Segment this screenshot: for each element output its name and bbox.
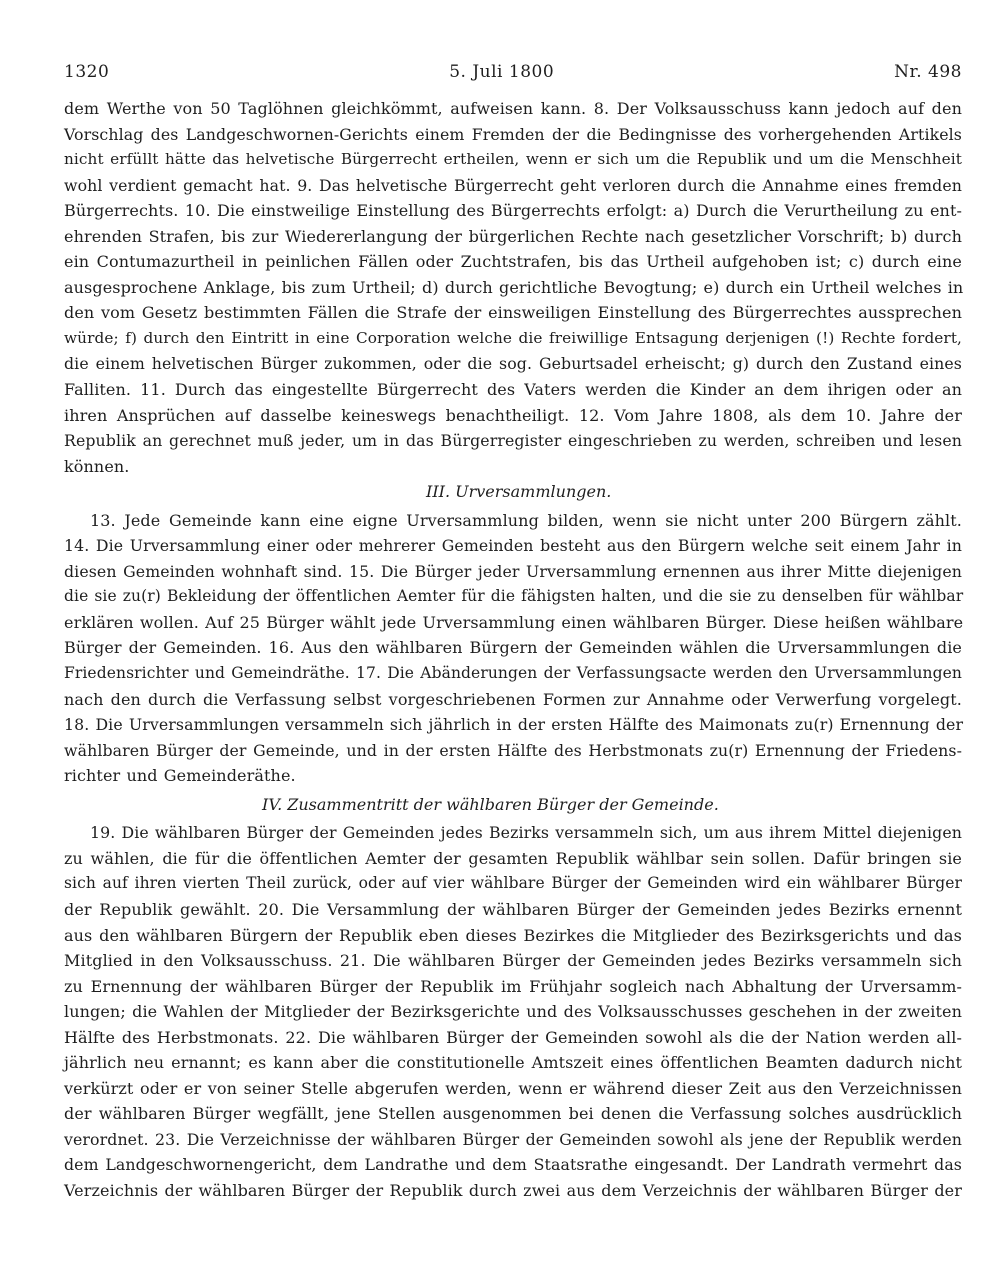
section-heading-zusammentritt: IV. Zusammentritt der wählbaren Bürger der Gemeinde. — [262, 794, 719, 814]
page-number: 1320 — [64, 62, 110, 82]
text-line: Vorschlag des Landgeschwornen-Gerichts einem Fremden der die Bedingnisse des vorhergehenden Artikels — [64, 124, 962, 144]
paragraph-articles-8-12 — [64, 96, 962, 479]
text-line: Bürger der Gemeinden. 16. Aus den wählbaren Bürgern der Gemeinden wählen die Urversammlungen die — [64, 638, 962, 658]
text-line: ein Contumazurtheil in peinlichen Fällen oder Zuchtstrafen, bis das Urtheil aufgehoben ist; c) durch eine — [64, 252, 962, 272]
text-line: die einem helvetischen Bürger zukommen, oder die sog. Geburtsadel erheischt; g) durch den Zustand eines — [64, 354, 962, 374]
text-line: Falliten. 11. Durch das eingestellte Bürgerrecht des Vaters werden die Kinder an dem ihrigen oder an — [64, 380, 962, 400]
text-line: erklären wollen. Auf 25 Bürger wählt jede Urversammlung einen wählbaren Bürger. Diese heißen wählbare — [64, 612, 964, 632]
text-line: den vom Gesetz bestimmten Fällen die Strafe der einsweiligen Einstellung des Bürgerrechtes aussprechen — [64, 303, 962, 323]
header-date: 5. Juli 1800 — [449, 62, 555, 82]
text-line: der Republik gewählt. 20. Die Versammlung der wählbaren Bürger der Gemeinden jedes Bezirks ernennt — [64, 899, 962, 919]
text-line: können. — [64, 456, 130, 476]
text-line: wählbaren Bürger der Gemeinde, und in der ersten Hälfte des Herbstmonats zu(r) Ernennung der Friedens- — [64, 740, 962, 760]
text-line: ihren Ansprüchen auf dasselbe keineswegs benachtheiligt. 12. Vom Jahre 1808, als dem 10. Jahre der — [64, 405, 962, 425]
text-line: Mitglied in den Volksausschuss. 21. Die wählbaren Bürger der Gemeinden jedes Bezirks versammeln sich — [64, 951, 962, 971]
text-line: jährlich neu ernannt; es kann aber die constitutionelle Amtszeit eines öffentlichen Beamten dadurch nicht — [64, 1053, 962, 1073]
text-line: richter und Gemeinderäthe. — [64, 766, 296, 786]
text-line: dem Landgeschwornengericht, dem Landrathe und dem Staatsrathe eingesandt. Der Landrath vermehrt das — [64, 1155, 962, 1175]
section-heading-urversammlungen: III. Urversammlungen. — [426, 482, 612, 502]
text-line: der wählbaren Bürger wegfällt, jene Stellen ausgenommen bei denen die Verfassung solches ausdrücklich — [64, 1104, 962, 1124]
running-header — [64, 62, 962, 82]
text-line: Bürgerrechts. 10. Die einstweilige Einstellung des Bürgerrechts erfolgt: a) Durch die Verurtheilung zu ent- — [64, 201, 962, 221]
text-line: ausgesprochene Anklage, bis zum Urtheil; d) durch gerichtliche Bevogtung; e) durch ein Urtheil welches in — [64, 277, 964, 297]
text-line: würde; f) durch den Eintritt in eine Corporation welche die freiwillige Entsagung derjenigen (!) Rechte fordert, — [64, 328, 962, 347]
text-line: ehrenden Strafen, bis zur Wiedererlangung der bürgerlichen Rechte nach gesetzlicher Vorschrift; b) durch — [64, 226, 962, 246]
text-line: diesen Gemeinden wohnhaft sind. 15. Die Bürger jeder Urversammlung ernennen aus ihrer Mitte diejenigen — [64, 561, 962, 581]
text-line: Republik an gerechnet muß jeder, um in das Bürgerregister eingeschrieben zu werden, schreiben und lesen — [64, 431, 962, 451]
text-line: dem Werthe von 50 Taglöhnen gleichkömmt, aufweisen kann. 8. Der Volksausschuss kann jedoch auf den — [64, 99, 962, 118]
text-line: die sie zu(r) Bekleidung der öffentlichen Aemter für die fähigsten halten, und die sie zu denselben für wählbar — [64, 587, 964, 606]
text-line: aus den wählbaren Bürgern der Republik eben dieses Bezirkes die Mitglieder des Bezirksgerichts und das — [64, 925, 962, 945]
text-line: lungen; die Wahlen der Mitglieder der Bezirksgerichte und des Volksausschusses geschehen in der zweiten — [64, 1002, 962, 1022]
text-line: verkürzt oder er von seiner Stelle abgerufen werden, wenn er während dieser Zeit aus den Verzeichnissen — [64, 1078, 962, 1098]
text-line: 19. Die wählbaren Bürger der Gemeinden jedes Bezirks versammeln sich, um aus ihrem Mittel diejenigen — [90, 823, 962, 843]
text-line: verordnet. 23. Die Verzeichnisse der wählbaren Bürger der Gemeinden sowohl als jene der Republik werden — [64, 1129, 962, 1149]
text-line: sich auf ihren vierten Theil zurück, oder auf vier wählbare Bürger der Gemeinden wird ein wählbarer Bürger — [64, 874, 962, 893]
text-line: 18. Die Urversammlungen versammeln sich jährlich in der ersten Hälfte des Maimonats zu(r) Ernennung der — [64, 715, 964, 735]
paragraph-articles-19-23 — [64, 820, 962, 1203]
paragraph-articles-13-18 — [64, 508, 962, 789]
text-line: nach den durch die Verfassung selbst vorgeschriebenen Formen zur Annahme oder Verwerfung vorgelegt. — [64, 689, 962, 709]
text-line: Friedensrichter und Gemeindräthe. 17. Die Abänderungen der Verfassungsacte werden den Urversammlungen — [64, 664, 962, 683]
text-line: 13. Jede Gemeinde kann eine eigne Urversammlung bilden, wenn sie nicht unter 200 Bürgern zählt. — [90, 510, 962, 530]
text-line: nicht erfüllt hätte das helvetische Bürgerrecht ertheilen, wenn er sich um die Republik und um die Menschheit — [64, 150, 962, 169]
text-line: 14. Die Urversammlung einer oder mehrerer Gemeinden besteht aus den Bürgern welche seit einem Jahr in — [64, 536, 962, 556]
text-line: zu Ernennung der wählbaren Bürger der Republik im Frühjahr sogleich nach Abhaltung der Urversamm- — [64, 976, 962, 996]
document-number: Nr. 498 — [894, 62, 962, 82]
text-line: Hälfte des Herbstmonats. 22. Die wählbaren Bürger der Gemeinden sowohl als die der Nation werden all- — [64, 1027, 962, 1047]
text-line: zu wählen, die für die öffentlichen Aemter der gesamten Republik wählbar sein sollen. Dafür bringen sie — [64, 848, 962, 868]
text-line: Verzeichnis der wählbaren Bürger der Republik durch zwei aus dem Verzeichnis der wählbaren Bürger der — [64, 1180, 962, 1200]
text-line: wohl verdient gemacht hat. 9. Das helvetische Bürgerrecht geht verloren durch die Annahme eines fremden — [64, 175, 962, 195]
